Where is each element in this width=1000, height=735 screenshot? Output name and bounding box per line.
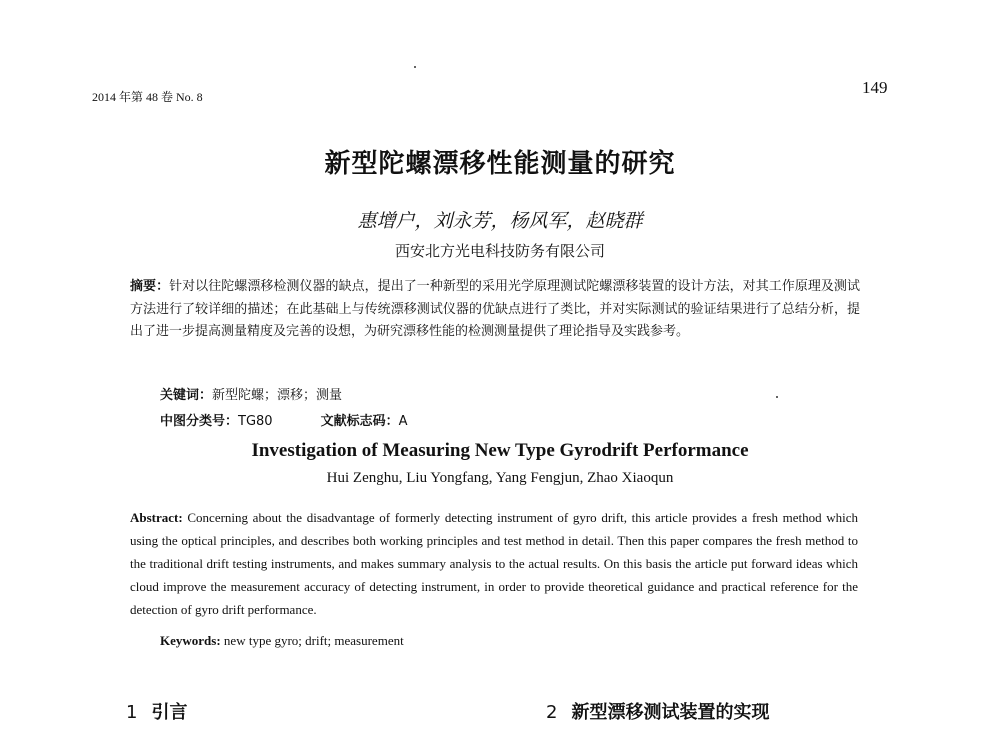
keywords-en bbox=[160, 633, 404, 649]
keywords-en-value: new type gyro; drift; measurement bbox=[223, 633, 404, 648]
classification-value: TG80 bbox=[238, 414, 273, 429]
journal-issue: 2014 年第 48 卷 No. 8 bbox=[92, 90, 203, 104]
affiliation-cn: 西安北方光电科技防务有限公司 bbox=[394, 242, 605, 260]
page-number: 149 bbox=[862, 78, 888, 97]
section-number: 1 bbox=[126, 702, 138, 723]
keywords-cn-value: 新型陀螺；漂移；测量 bbox=[212, 388, 343, 403]
abstract-cn-label: 摘要： bbox=[130, 279, 170, 294]
section-heading-1 bbox=[126, 698, 187, 724]
section-title: 新型漂移测试装置的实现 bbox=[571, 702, 770, 723]
abstract-en-text: Concerning about the disadvantage of formerly detecting instrument of gyro drift, this article provides a fresh method which using the optical principles, and describes both working principles and test method in detail. Then this paper compares the fresh method to the traditional drift testing instruments, and makes summary analysis to the actual results. On this basis the article put forward ideas which cloud improve the measurement accuracy of detecting instrument, in order to provide theoretical guidance and practical reference for the detection of gyro drift performance. bbox=[130, 510, 859, 617]
abstract-en-label: Abstract: bbox=[130, 510, 183, 525]
authors-en: Hui Zenghu, Liu Yongfang, Yang Fengjun, Zhao Xiaoqun bbox=[326, 470, 674, 486]
keywords-en-label: Keywords: bbox=[160, 633, 221, 648]
classification-line bbox=[160, 410, 408, 429]
paper-title-cn: 新型陀螺漂移性能测量的研究 bbox=[324, 149, 676, 179]
keywords-cn-label: 关键词： bbox=[160, 388, 213, 403]
doc-code-value: A bbox=[398, 414, 408, 429]
classification-label: 中图分类号： bbox=[160, 414, 239, 429]
keywords-cn bbox=[160, 384, 342, 403]
scan-speck bbox=[776, 396, 778, 398]
section-title: 引言 bbox=[151, 702, 188, 723]
paper-title-en: Investigation of Measuring New Type Gyrodrift Performance bbox=[251, 440, 749, 461]
scan-speck bbox=[414, 66, 416, 68]
section-number: 2 bbox=[546, 702, 558, 723]
authors-cn: 惠增户，刘永芳，杨风军，赵晓群 bbox=[357, 210, 643, 232]
doc-code-label: 文献标志码： bbox=[320, 414, 399, 429]
section-heading-2 bbox=[546, 698, 769, 724]
abstract-cn-text: 针对以往陀螺漂移检测仪器的缺点，提出了一种新型的采用光学原理测试陀螺漂移装置的设计方法，对其工作原理及测试方法进行了较详细的描述；在此基础上与传统漂移测试仪器的优缺点进行了类比，并对实际测试的验证结果进行了总结分析，提出了进一步提高测量精度及完善的设想，为研究漂移性能的检测测量提供了理论指导及实践参考。 bbox=[130, 279, 860, 339]
abstract-en bbox=[130, 506, 858, 621]
abstract-cn bbox=[130, 276, 860, 344]
